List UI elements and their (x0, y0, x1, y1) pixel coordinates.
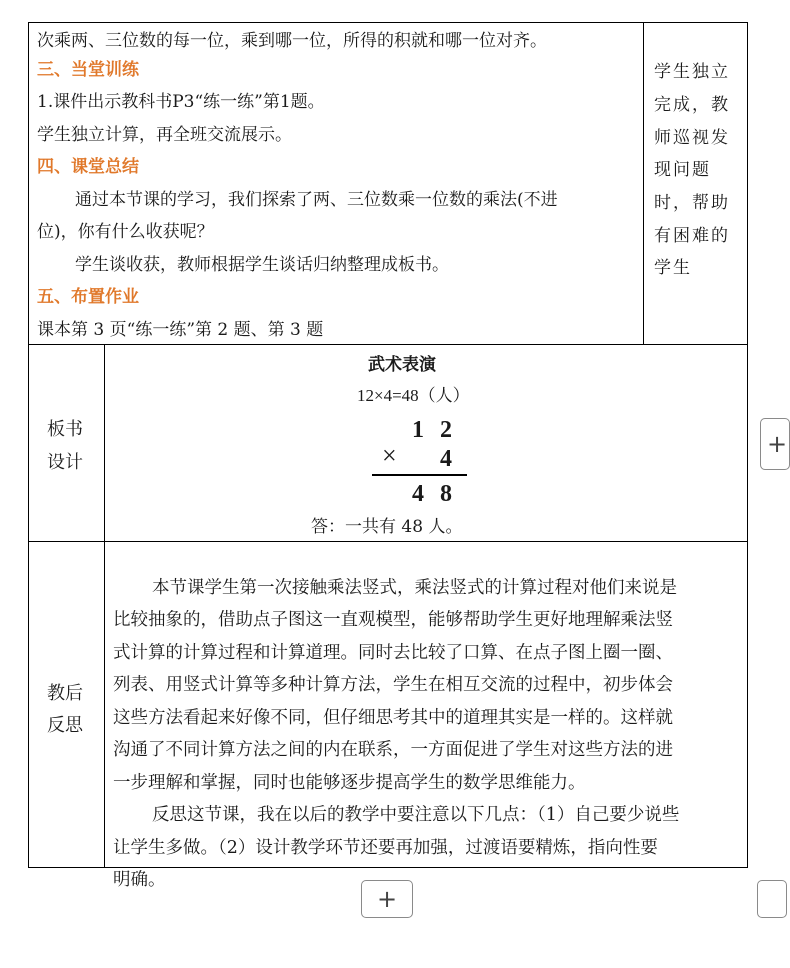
row-label-board: 板书 (47, 419, 83, 440)
section-heading-summary: 四、课堂总结 (37, 157, 139, 177)
side-note-line: 学生 (654, 258, 692, 278)
calc-digit: 2 (440, 417, 452, 443)
row-divider-2 (28, 541, 748, 542)
reflection-line: 本节课学生第一次接触乘法竖式，乘法竖式的计算过程对他们来说是 (152, 578, 677, 598)
reflection-line: 反思这节课，我在以后的教学中要注意以下几点：（1）自己要少说些 (152, 805, 680, 825)
text-line: 学生谈收获，教师根据学生谈话归纳整理成板书。 (75, 255, 449, 275)
row-label-reflection: 教后 (47, 683, 83, 704)
calc-digit: 1 (412, 417, 424, 443)
reflection-line: 明确。 (113, 870, 166, 890)
label-column-divider (104, 344, 105, 867)
text-line: 1.课件出示教科书P3“练一练”第1题。 (37, 92, 325, 112)
side-note-line: 师巡视发 (654, 128, 730, 148)
add-column-button[interactable]: + (760, 418, 790, 470)
side-note-line: 学生独立 (654, 62, 730, 82)
section-heading-homework: 五、布置作业 (37, 287, 139, 307)
table-border-right (747, 22, 748, 868)
reflection-line: 沟通了不同计算方法之间的内在联系，一方面促进了学生对这些方法的进 (113, 740, 673, 760)
row-label-reflection: 反思 (47, 715, 83, 736)
table-border-left (28, 22, 29, 868)
text-line: 学生独立计算，再全班交流展示。 (37, 125, 292, 145)
add-row-button[interactable]: + (361, 880, 413, 918)
calc-digit: 4 (440, 446, 452, 472)
reflection-line: 比较抽象的，借助点子图这一直观模型，能够帮助学生更好地理解乘法竖 (113, 610, 673, 630)
table-border-top (28, 22, 748, 23)
text-line: 次乘两、三位数的每一位，乘到哪一位，所得的积就和哪一位对齐。 (37, 31, 547, 51)
calc-digit: 4 (412, 481, 424, 507)
side-note-line: 现问题 (654, 160, 711, 180)
board-title: 武术表演 (368, 355, 436, 375)
text-line: 位)，你有什么收获呢？ (37, 222, 214, 242)
side-column-divider (643, 22, 644, 344)
corner-handle-button[interactable] (757, 880, 787, 918)
side-note-line: 完成，教 (654, 95, 730, 115)
board-equation: 12×4=48（人） (357, 386, 470, 405)
text-line: 通过本节课的学习，我们探索了两、三位数乘一位数的乘法(不进 (75, 190, 558, 210)
board-answer: 答：一共有 48 人。 (311, 517, 463, 537)
reflection-line: 式计算的计算过程和计算道理。同时去比较了口算、在点子图上圈一圈、 (113, 643, 673, 663)
text-line: 课本第 3 页“练一练”第 2 题、第 3 题 (37, 320, 324, 340)
calc-underline (372, 474, 467, 476)
row-divider-1 (28, 344, 748, 345)
side-note-line: 有困难的 (654, 226, 730, 246)
side-note-line: 时，帮助 (654, 193, 730, 213)
calc-digit: 8 (440, 481, 452, 507)
reflection-line: 列表、用竖式计算等多种计算方法，学生在相互交流的过程中，初步体会 (113, 675, 673, 695)
reflection-line: 让学生多做。（2）设计教学环节还要再加强，过渡语要精炼，指向性要 (113, 838, 658, 858)
row-label-board: 设计 (47, 452, 83, 473)
reflection-line: 一步理解和掌握，同时也能够逐步提高学生的数学思维能力。 (113, 773, 586, 793)
reflection-line: 这些方法看起来好像不同，但仔细思考其中的道理其实是一样的。这样就 (113, 708, 673, 728)
times-sign: × (382, 441, 397, 470)
section-heading-practice: 三、当堂训练 (37, 60, 139, 80)
